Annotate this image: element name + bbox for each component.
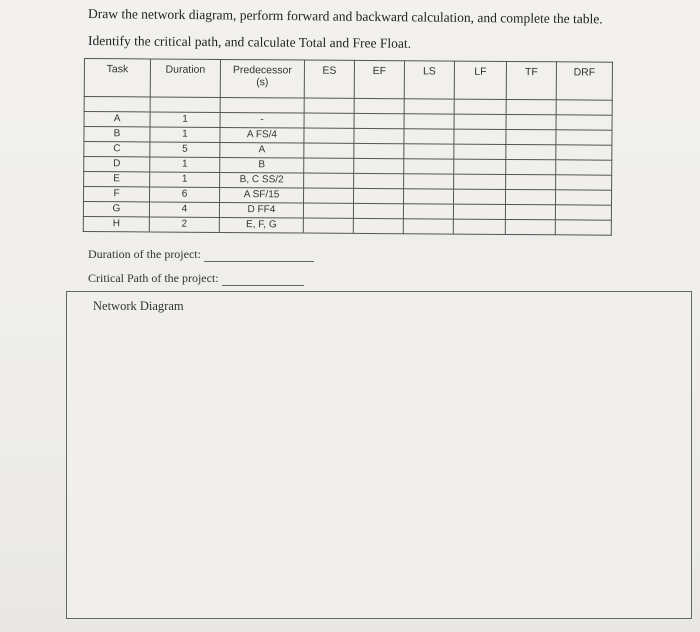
project-duration-blank xyxy=(204,249,314,262)
cell-lf xyxy=(453,189,505,204)
cell-ls xyxy=(404,159,454,174)
header-es: ES xyxy=(304,60,354,98)
cell-lf xyxy=(454,144,506,159)
cell-task: E xyxy=(84,172,150,187)
cell-drf xyxy=(556,160,612,175)
instruction-line-1: Draw the network diagram, perform forward and backward calculation, and complete the table. xyxy=(87,6,603,27)
critical-path-label: Critical Path of the project: xyxy=(88,271,219,285)
cell-duration: 1 xyxy=(150,112,220,127)
cell-ls xyxy=(403,189,453,204)
header-ef: EF xyxy=(354,60,404,98)
cell-predecessor: B, C SS/2 xyxy=(220,172,304,188)
header-lf: LF xyxy=(454,61,506,99)
cell-tf xyxy=(506,144,556,159)
cell-ef xyxy=(353,218,403,233)
cell-drf xyxy=(555,205,611,220)
cell-es xyxy=(303,203,353,218)
table-header-row xyxy=(84,59,612,101)
table-row xyxy=(83,216,611,235)
cell-duration: 1 xyxy=(150,157,220,172)
cell-drf xyxy=(555,220,611,235)
cell-ls xyxy=(403,204,453,219)
cell-lf xyxy=(453,219,505,234)
cell-task: A xyxy=(84,112,150,127)
cell-tf xyxy=(505,219,555,234)
cell-duration: 5 xyxy=(150,142,220,157)
cell-es xyxy=(304,128,354,143)
project-duration-label: Duration of the project: xyxy=(88,247,201,261)
cell-task: C xyxy=(84,142,150,157)
cell-predecessor: A xyxy=(220,142,304,158)
cell-drf xyxy=(556,115,612,130)
cell-tf xyxy=(506,114,556,129)
cell-tf xyxy=(505,204,555,219)
cell-predecessor: A SF/15 xyxy=(219,187,303,203)
cell-es xyxy=(304,113,354,128)
cell-predecessor: B xyxy=(220,157,304,173)
cell-es xyxy=(304,173,354,188)
network-diagram-label: Network Diagram xyxy=(93,299,184,313)
cell-predecessor: - xyxy=(220,112,304,128)
cell-lf xyxy=(454,129,506,144)
cell-drf xyxy=(556,175,612,190)
instruction-line-2: Identify the critical path, and calculate Total and Free Float. xyxy=(87,33,412,51)
cell-es xyxy=(303,218,353,233)
cell-tf xyxy=(505,189,555,204)
cell-lf xyxy=(454,159,506,174)
cell-ls xyxy=(404,144,454,159)
project-duration-line xyxy=(88,247,314,262)
cell-ls xyxy=(403,219,453,234)
header-predecessor-line-2: (s) xyxy=(256,76,269,89)
cell-tf xyxy=(506,129,556,144)
task-table xyxy=(83,58,613,236)
header-task: Task xyxy=(84,59,150,97)
cell-lf xyxy=(454,114,506,129)
cell-tf xyxy=(506,174,556,189)
cell-lf xyxy=(453,204,505,219)
cell-predecessor: A FS/4 xyxy=(220,127,304,143)
cell-es xyxy=(304,143,354,158)
cell-duration: 6 xyxy=(149,187,219,202)
cell-task: H xyxy=(83,216,149,231)
cell-es xyxy=(303,188,353,203)
critical-path-blank xyxy=(222,273,304,286)
header-predecessor-line-1: Predecessor xyxy=(232,64,292,77)
cell-ls xyxy=(404,114,454,129)
cell-ls xyxy=(404,129,454,144)
cell-task: B xyxy=(84,127,150,142)
cell-task: G xyxy=(83,202,149,217)
cell-duration: 4 xyxy=(149,202,219,217)
cell-ef xyxy=(354,143,404,158)
cell-ef xyxy=(353,203,403,218)
cell-ls xyxy=(404,174,454,189)
cell-drf xyxy=(556,130,612,145)
cell-ef xyxy=(354,158,404,173)
cell-ef xyxy=(354,128,404,143)
cell-duration: 1 xyxy=(150,127,220,142)
cell-duration: 2 xyxy=(149,217,219,232)
cell-es xyxy=(304,158,354,173)
cell-task: D xyxy=(84,157,150,172)
cell-drf xyxy=(555,190,611,205)
cell-drf xyxy=(556,145,612,160)
header-tf: TF xyxy=(506,61,556,99)
header-duration: Duration xyxy=(150,59,220,97)
cell-predecessor: E, F, G xyxy=(219,217,303,233)
header-ls: LS xyxy=(404,61,454,99)
critical-path-line xyxy=(88,271,304,286)
network-diagram-box xyxy=(66,291,692,619)
header-predecessor xyxy=(220,59,304,98)
cell-duration: 1 xyxy=(150,172,220,187)
cell-task: F xyxy=(83,187,149,202)
cell-predecessor: D FF4 xyxy=(219,202,303,218)
cell-tf xyxy=(506,159,556,174)
cell-lf xyxy=(454,174,506,189)
cell-ef xyxy=(354,173,404,188)
cell-ef xyxy=(354,113,404,128)
cell-ef xyxy=(353,188,403,203)
header-drf: DRF xyxy=(556,62,612,100)
